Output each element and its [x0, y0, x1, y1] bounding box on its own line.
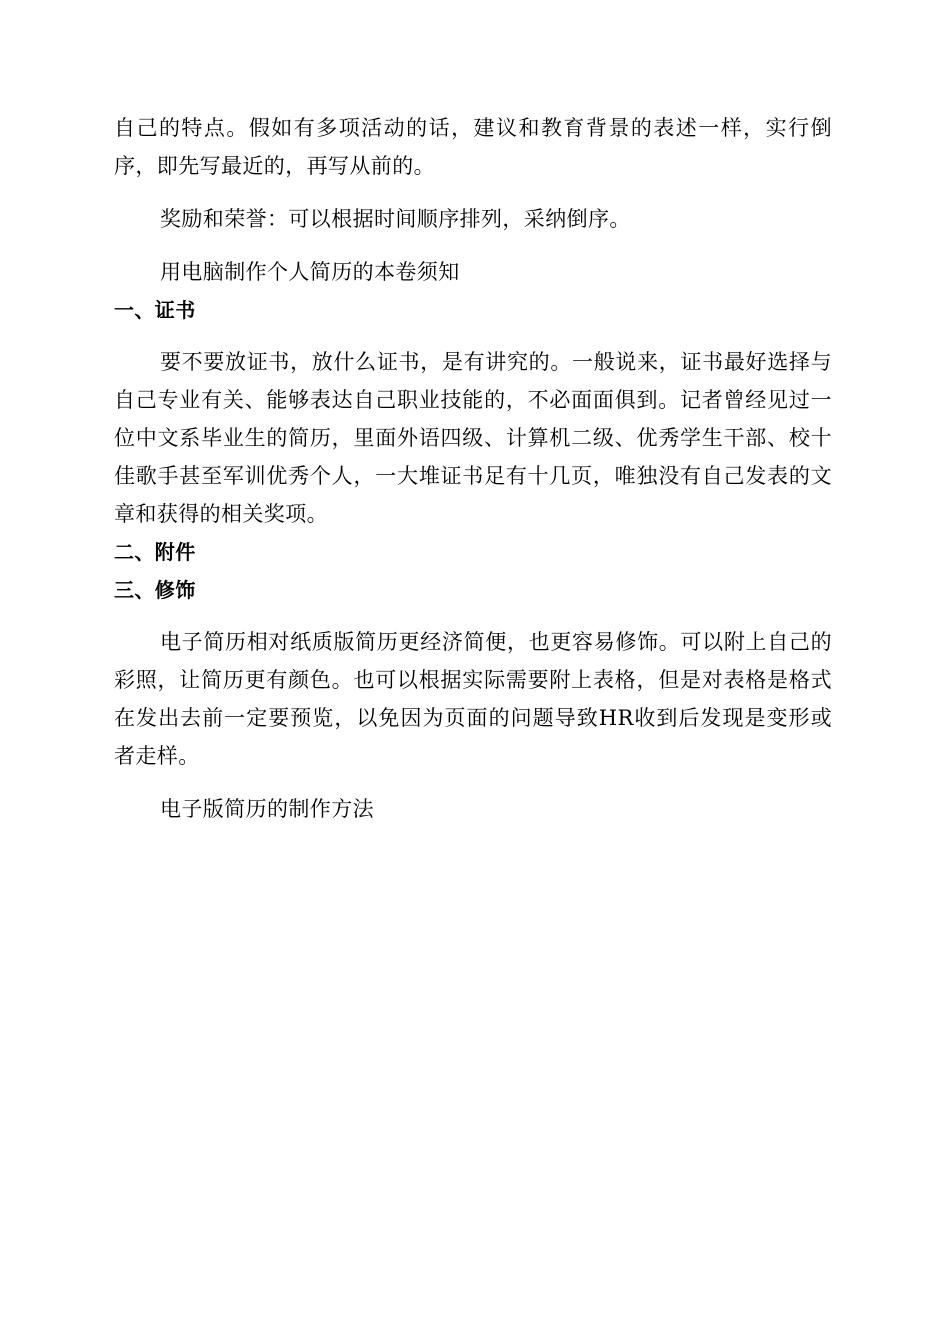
paragraph-decoration: 电子简历相对纸质版简历更经济简便，也更容易修饰。可以附上自己的彩照，让简历更有颜色。也可以根据实际需要附上表格，但是对表格是格式在发出去前一定要预览，以免因为页面的问题导致HR收到后发现是变形或者走样。 — [114, 630, 832, 768]
paragraph-computer-resume-notes: 用电脑制作个人简历的本卷须知 — [160, 260, 460, 284]
paragraph-electronic-resume-method: 电子版简历的制作方法 — [160, 797, 374, 821]
heading-certificates: 一、证书 — [114, 298, 196, 322]
paragraph-awards: 奖励和荣誉：可以根据时间顺序排列，采纳倒序。 — [160, 207, 631, 231]
paragraph-certificates: 要不要放证书，放什么证书，是有讲究的。一般说来，证书最好选择与自己专业有关、能够表达自己职业技能的，不必面面俱到。记者曾经见过一位中文系毕业生的简历，里面外语四级、计算机二级、优秀学生干部、校十佳歌手甚至军训优秀个人，一大堆证书足有十几页，唯独没有自己发表的文章和获得的相关奖项。 — [114, 350, 832, 526]
paragraph-activities-order: 自己的特点。假如有多项活动的话，建议和教育背景的表述一样，实行倒序，即先写最近的，再写从前的。 — [114, 116, 832, 178]
heading-attachments: 二、附件 — [114, 540, 196, 564]
heading-decoration: 三、修饰 — [114, 578, 196, 602]
